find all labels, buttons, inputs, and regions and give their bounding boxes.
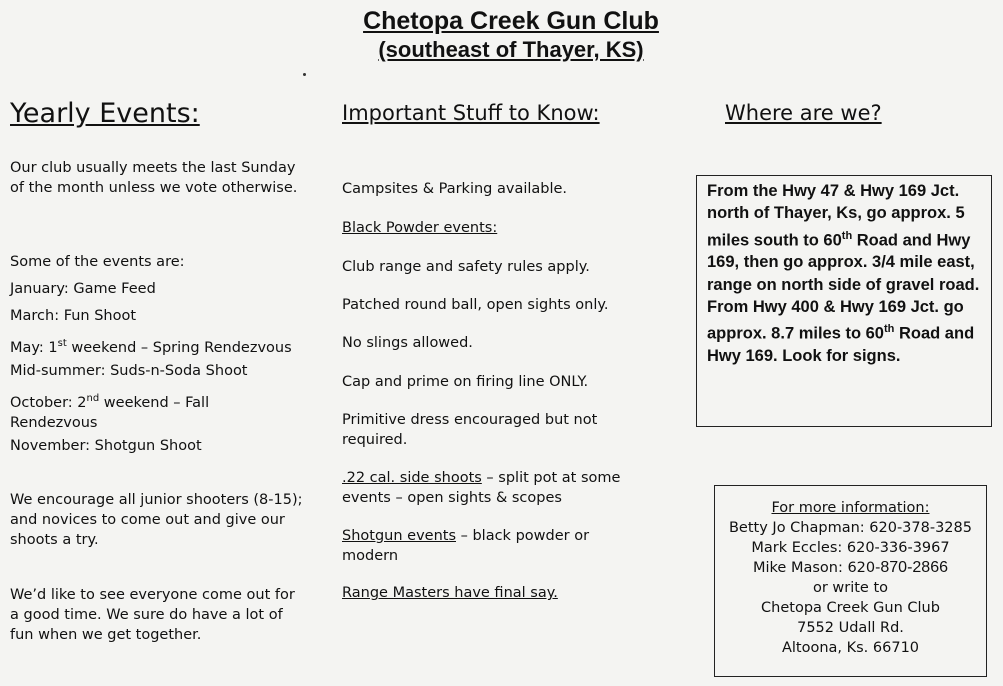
shotgun-note: Shotgun events – black powder or modern bbox=[342, 528, 590, 564]
directions-box bbox=[696, 175, 992, 427]
yearly-events-heading: Yearly Events: bbox=[10, 98, 200, 129]
directions-text: From the Hwy 47 & Hwy 169 Jct. north of Thayer, Ks, go approx. 5 miles south to 60th Road and Hwy 169, then go approx. 3/4 mile east, range on north side of gravel road. From Hwy 400 & Hwy 169 Jct. go approx. 8.7 miles to 60th Road and Hwy 169. Look for signs. bbox=[707, 182, 980, 366]
contact-box bbox=[714, 485, 987, 677]
where-heading: Where are we? bbox=[725, 101, 882, 125]
event-january: January: Game Feed bbox=[10, 281, 156, 297]
campsites-note: Campsites & Parking available. bbox=[342, 181, 568, 197]
contact-mike: Mike Mason: 620-870-2866 bbox=[753, 559, 948, 577]
stray-dot bbox=[303, 73, 306, 76]
events-intro: Some of the events are: bbox=[10, 254, 185, 270]
header bbox=[0, 6, 1003, 64]
contact-heading: For more information: bbox=[771, 500, 930, 516]
contact-mark: Mark Eccles: 620-336-3967 bbox=[751, 539, 950, 556]
junior-note: We encourage all junior shooters (8-15); and novices to come out and give our shoots a try. bbox=[10, 492, 303, 548]
bp-rule-4: Cap and prime on firing line ONLY. bbox=[342, 374, 589, 390]
address-street: 7552 Udall Rd. bbox=[797, 619, 904, 636]
meeting-note: Our club usually meets the last Sunday of the month unless we vote otherwise. bbox=[10, 160, 298, 196]
page-title: Chetopa Creek Gun Club bbox=[363, 7, 659, 35]
bp-rule-2: Patched round ball, open sights only. bbox=[342, 297, 609, 313]
event-november: November: Shotgun Shoot bbox=[10, 438, 202, 454]
bp-rule-1: Club range and safety rules apply. bbox=[342, 259, 590, 275]
important-heading: Important Stuff to Know: bbox=[342, 101, 600, 125]
address-org: Chetopa Creek Gun Club bbox=[761, 599, 940, 616]
write-to: or write to bbox=[812, 580, 889, 597]
contact-betty: Betty Jo Chapman: 620-378-3285 bbox=[728, 519, 972, 536]
address-city: Altoona, Ks. 66710 bbox=[781, 639, 920, 656]
closing-note: We’d like to see everyone come out for a good time. We sure do have a lot of fun when we get together. bbox=[10, 587, 295, 643]
event-march: March: Fun Shoot bbox=[10, 308, 137, 324]
event-may: May: 1st weekend – Spring Rendezvous bbox=[10, 338, 292, 356]
bp-rule-3: No slings allowed. bbox=[342, 335, 473, 351]
range-masters-note: Range Masters have final say. bbox=[342, 585, 558, 601]
page-subtitle: (southeast of Thayer, KS) bbox=[378, 37, 644, 62]
event-mid-summer: Mid-summer: Suds-n-Soda Shoot bbox=[10, 363, 248, 379]
bp-rule-5: Primitive dress encouraged but not required. bbox=[342, 412, 598, 448]
cal-22-note: .22 cal. side shoots – split pot at some events – open sights & scopes bbox=[342, 470, 621, 506]
event-october: October: 2nd weekend – Fall Rendezvous bbox=[10, 393, 210, 431]
black-powder-heading: Black Powder events: bbox=[342, 220, 498, 236]
